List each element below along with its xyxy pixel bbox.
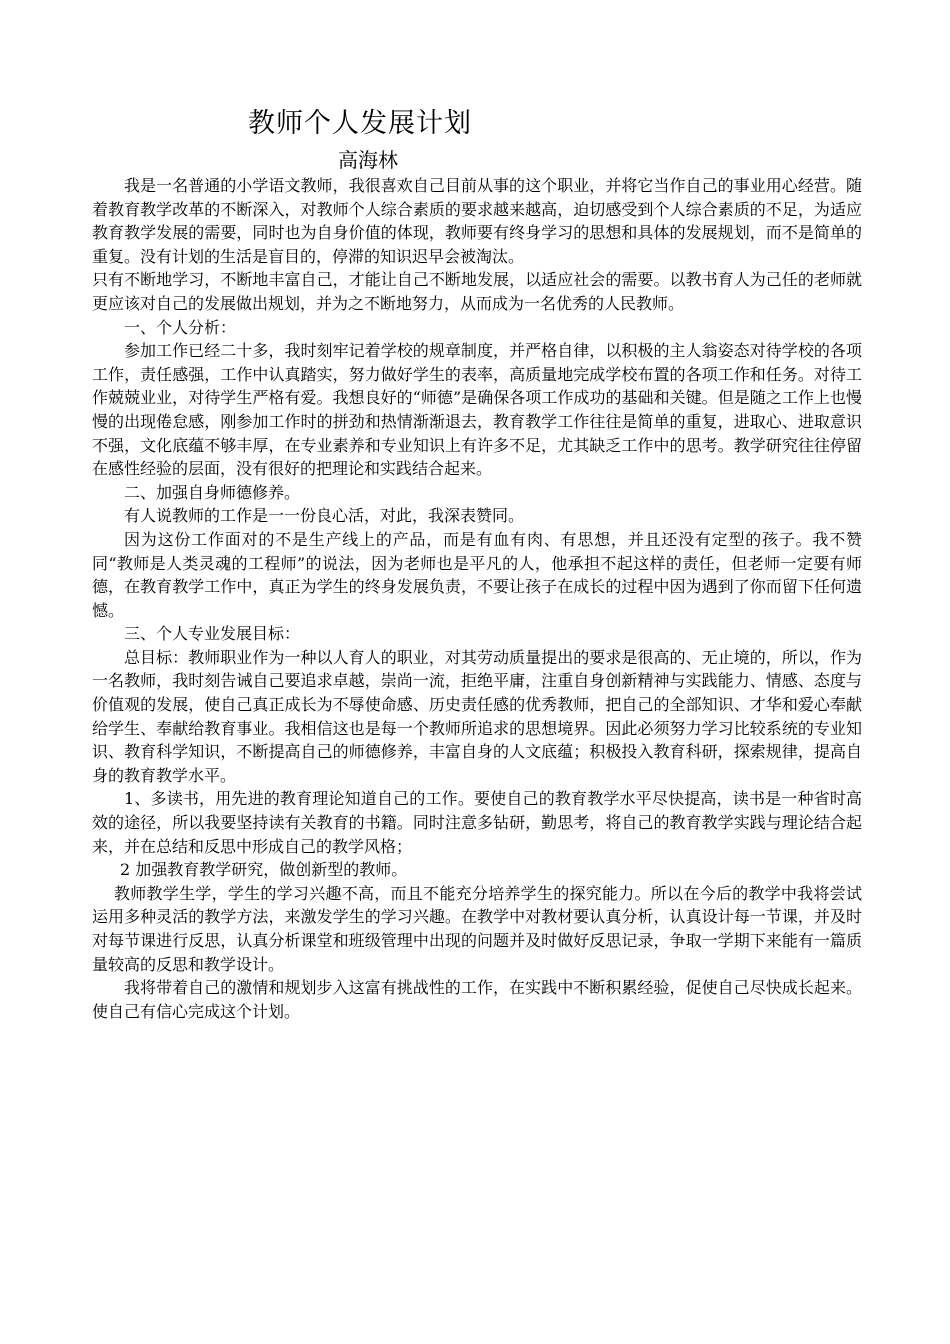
body-paragraph: 一、个人分析： — [124, 317, 237, 337]
body-paragraph: 三、个人专业发展目标： — [124, 624, 301, 644]
body-paragraph: 只有不断地学习，不断地丰富自己，才能让自己不断地发展，以适应社会的需要。以教书育人为己任的老师就更应该对自己的发展做出规划，并为之不断地努力，从而成为一名优秀的人民教师。 — [92, 270, 862, 313]
body-paragraph: 1、多读书，用先进的教育理论知道自己的工作。要使自己的教育教学水平尽快提高，读书是一种省时高效的途径，所以我要坚持读有关教育的书籍。同时注意多钻研，勤思考，将自己的教育教学实践与理论结合起来，并在总结和反思中形成自己的教学风格； — [92, 789, 862, 856]
body-paragraph: 总目标：教师职业作为一种以人育人的职业，对其劳动质量提出的要求是很高的、无止境的，所以，作为一名教师，我时刻告诫自己要追求卓越，崇尚一流，拒绝平庸，注重自身创新精神与实践能力、情感、态度与价值观的发展，使自己真正成长为不辱使命感、历史责任感的优秀教师，把自己的全部知识、才华和爱心奉献给学生、奉献给教育事业。我相信这也是每一个教师所追求的思想境界。因此必须努力学习比较系统的专业知识、教育科学知识，不断提高自己的师德修养，丰富自身的人文底蕴；积极投入教育科研，探索规律，提高自身的教育教学水平。 — [92, 647, 862, 785]
document-body — [92, 174, 862, 1023]
body-paragraph: 二、加强自身师德修养。 — [124, 482, 301, 502]
body-paragraph: 有人说教师的工作是一一份良心活，对此，我深表赞同。 — [124, 506, 525, 526]
body-paragraph: 我将带着自己的激情和规划步入这富有挑战性的工作，在实践中不断积累经验，促使自己尽快成长起来。使自己有信心完成这个计划。 — [92, 978, 862, 1021]
document-title: 教师个人发展计划 — [248, 108, 472, 139]
body-paragraph: 2 加强教育教学研究，做创新型的教师。 — [120, 860, 408, 880]
body-paragraph: 因为这份工作面对的不是生产线上的产品，而是有血有肉、有思想，并且还没有定型的孩子。我不赞同“教师是人类灵魂的工程师”的说法，因为老师也是平凡的人，他承担不起这样的责任，但老师一定要有师德，在教育教学工作中，真正为学生的终身发展负责，不要让孩子在成长的过程中因为遇到了你而留下任何遗憾。 — [92, 529, 862, 620]
document-author: 高海林 — [338, 148, 398, 172]
body-paragraph: 教师教学生学，学生的学习兴趣不高，而且不能充分培养学生的探究能力。所以在今后的教学中我将尝试运用多种灵活的教学方法，来激发学生的学习兴趣。在教学中对教材要认真分析，认真设计每一节课，并及时对每节课进行反思，认真分析课堂和班级管理中出现的问题并及时做好反思记录，争取一学期下来能有一篇质量较高的反思和教学设计。 — [92, 883, 862, 974]
body-paragraph: 参加工作已经二十多，我时刻牢记着学校的规章制度，并严格自律，以积极的主人翁姿态对待学校的各项工作，责任感强，工作中认真踏实，努力做好学生的表率，高质量地完成学校布置的各项工作和任务。对待工作兢兢业业，对待学生严格有爱。我想良好的“师德”是确保各项工作成功的基础和关键。但是随之工作上也慢慢的出现倦怠感，刚参加工作时的拼劲和热情渐渐退去，教育教学工作往往是简单的重复，进取心、进取意识不强，文化底蕴不够丰厚，在专业素养和专业知识上有许多不足，尤其缺乏工作中的思考。教学研究往往停留在感性经验的层面，没有很好的把理论和实践结合起来。 — [92, 341, 862, 479]
body-paragraph: 我是一名普通的小学语文教师，我很喜欢自己目前从事的这个职业，并将它当作自己的事业用心经营。随着教育教学改革的不断深入，对教师个人综合素质的要求越来越高，迫切感受到个人综合素质的不足，为适应教育教学发展的需要，同时也为自身价值的体现，教师要有终身学习的思想和具体的发展规划，而不是简单的重复。没有计划的生活是盲目的，停滞的知识迟早会被淘汰。 — [92, 176, 862, 266]
